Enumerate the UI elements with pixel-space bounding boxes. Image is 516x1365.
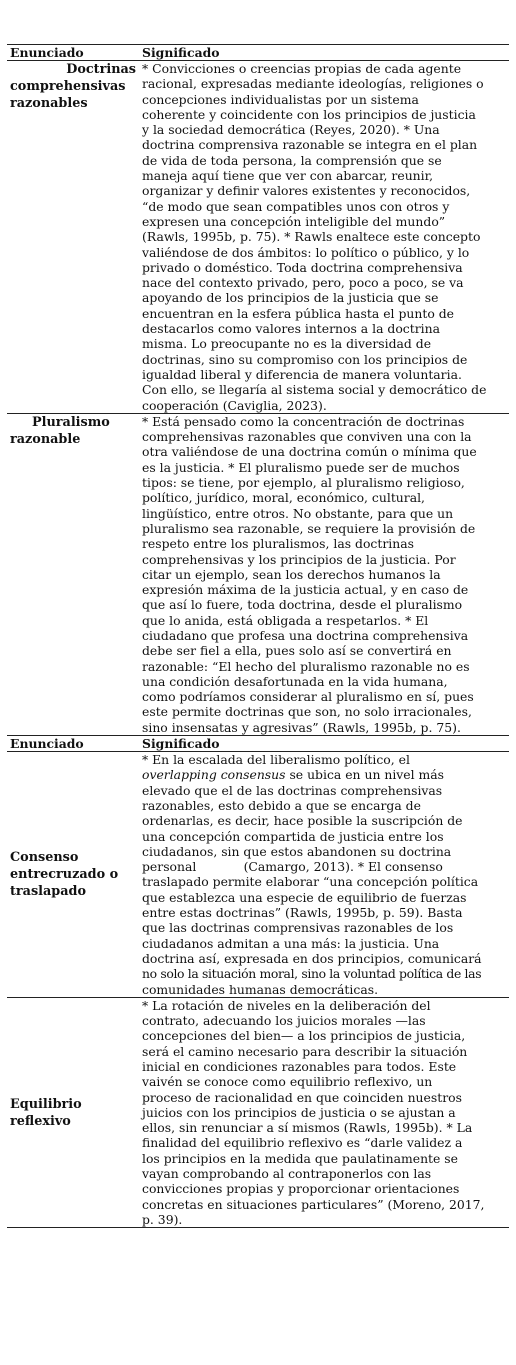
desc-line: de vida de toda persona, la comprensión que se — [142, 152, 442, 168]
desc-line: lingüístico, entre otros. No obstante, para que un — [142, 505, 454, 521]
desc-line: que las doctrinas comprensivas razonables de los — [142, 920, 454, 936]
desc-line: concepciones individualistas por un sistema — [142, 91, 419, 107]
desc-line: cooperación (Caviglia, 2023). — [142, 397, 327, 413]
desc-line: doctrina así, expresada en dos principios, comunicará — [142, 950, 482, 966]
desc-line: entre estas doctrinas” (Rawls, 1995b, p. 59). Basta — [142, 905, 463, 921]
desc-line: debe ser fiel a ella, pues solo así se convertirá en — [142, 643, 452, 659]
header-enunciado: Enunciado — [10, 45, 84, 60]
term-line: Doctrinas — [66, 62, 136, 77]
description-cell — [138, 61, 509, 413]
desc-line: coherente y coincidente con los principios de justicia — [142, 106, 476, 122]
desc-line: es la justicia. * El pluralismo puede ser de muchos — [142, 459, 460, 475]
desc-line-with-italic — [142, 767, 507, 782]
header-significado: Significado — [142, 736, 220, 752]
desc-line: organizar y definir valores existentes y reconocidos, — [142, 183, 471, 199]
desc-line: ordenarlas, es decir, hace posible la suscripción de — [142, 813, 463, 829]
desc-line: doctrina comprensiva razonable se integra en el plan — [142, 137, 478, 153]
desc-line: sino insensatas y agresivas” (Rawls, 1995b, p. 75). — [142, 719, 461, 735]
desc-line: * En la escalada del liberalismo político, el — [142, 752, 410, 768]
table-header-row — [7, 45, 509, 60]
table-header-row-repeat — [7, 736, 509, 751]
desc-line: concepciones del bien— a los principios de justicia, — [142, 1028, 466, 1044]
desc-line: político, jurídico, moral, económico, cultural, — [142, 490, 425, 506]
desc-line: valiéndose de dos ámbitos: lo político o público, y lo — [142, 244, 470, 260]
term-cell — [7, 998, 138, 1227]
desc-line: Con ello, se llegaría al sistema social y democrático de — [142, 382, 487, 398]
desc-line: pluralismo sea razonable, se requiere la provisión de — [142, 520, 476, 536]
desc-line: personal (Camargo, 2013). * El consenso — [142, 859, 443, 875]
desc-line: doctrinas, sino su compromiso con los principios de — [142, 351, 468, 367]
desc-line: citar un ejemplo, sean los derechos humanos la — [142, 566, 441, 582]
term-cell — [7, 61, 138, 413]
desc-line: privado o doméstico. Toda doctrina comprehensiva — [142, 259, 463, 275]
desc-line: ciudadanos admitan a una más: la justicia. Una — [142, 935, 440, 951]
desc-line: razonables, esto debido a que se encarga de — [142, 797, 421, 813]
desc-line: será el camino necesario para describir la situación — [142, 1043, 468, 1059]
desc-line: * Está pensado como la concentración de doctrinas — [142, 413, 465, 429]
desc-line: como podríamos considerar al pluralismo en sí, pues — [142, 689, 474, 705]
desc-line: comprehensivas razonables que conviven una con la — [142, 429, 472, 445]
desc-line: juicios con los principios de justicia o se ajustan a — [142, 1104, 456, 1120]
desc-line: concretas en situaciones particulares” (Moreno, 2017, — [142, 1196, 485, 1212]
desc-line: finalidad del equilibrio reflexivo es “darle validez a — [142, 1135, 463, 1151]
desc-line: apoyando de los principios de la justicia que se — [142, 290, 439, 306]
term-line: entrecruzado o — [10, 866, 119, 882]
desc-line: comprehensivas y los principios de la justicia. Por — [142, 551, 456, 567]
desc-line: y la sociedad democrática (Reyes, 2020). * Una — [142, 122, 440, 138]
desc-line: respeto entre los pluralismos, las doctrinas — [142, 536, 414, 552]
desc-line: contrato, adecuando los juicios morales —las — [142, 1013, 426, 1029]
desc-line: tipos: se tiene, por ejemplo, al pluralismo religioso, — [142, 475, 465, 491]
term-line: traslapado — [10, 883, 87, 899]
term-line: Consenso — [10, 849, 79, 865]
desc-fragment: se ubica en un nivel más — [285, 767, 445, 783]
table-row — [7, 752, 509, 997]
desc-line: * La rotación de niveles en la deliberación del — [142, 997, 431, 1013]
desc-line: una condición desafortunada en la vida humana, — [142, 673, 448, 689]
desc-line: comunidades humanas democráticas. — [142, 981, 379, 997]
term-line: razonables — [10, 96, 88, 111]
term-line: Pluralismo — [32, 414, 110, 430]
desc-line: ellos, sin renunciar a sí mismos (Rawls, 1995b). * La — [142, 1120, 473, 1136]
desc-line: nace del contexto privado, pero, poco a poco, se va — [142, 275, 464, 291]
desc-line: que establezca una especie de equilibrio de fuerzas — [142, 889, 467, 905]
table-row — [7, 61, 509, 413]
desc-line: proceso de racionalidad en que coinciden nuestros — [142, 1089, 462, 1105]
desc-line: razonable: “El hecho del pluralismo razonable no es — [142, 658, 470, 674]
term-cell — [7, 414, 138, 735]
description-cell — [138, 998, 509, 1227]
desc-line: racional, expresadas mediante ideologías, religiones o — [142, 76, 484, 92]
desc-line: igualdad liberal y diferencia de manera voluntaria. — [142, 366, 462, 382]
desc-line: encuentran en la esfera pública hasta el punto de — [142, 305, 454, 321]
desc-line: (Rawls, 1995b, p. 75). * Rawls enaltece este concepto — [142, 229, 481, 245]
desc-line: que así lo fuere, toda doctrina, desde el pluralismo — [142, 597, 463, 613]
desc-line: traslapado permite elaborar “una concepción política — [142, 874, 479, 890]
header-enunciado: Enunciado — [10, 736, 84, 752]
term-line: reflexivo — [10, 1113, 71, 1129]
header-significado: Significado — [142, 45, 220, 60]
desc-line: inicial en condiciones razonables para todos. Este — [142, 1059, 457, 1074]
desc-line: p. 39). — [142, 1211, 183, 1227]
desc-line: “de modo que sean compatibles unos con otros y — [142, 198, 450, 214]
desc-line: otra valiéndose de una doctrina común o mínima que — [142, 444, 477, 460]
table-row — [7, 414, 509, 735]
desc-line: expresión máxima de la justicia actual, y en caso de — [142, 582, 469, 598]
desc-line: destacarlos como valores internos a la doctrina — [142, 321, 440, 337]
term-line: razonable — [10, 431, 81, 447]
italic-term: overlapping consensus — [142, 767, 286, 783]
desc-line: elevado que el de las doctrinas comprehensivas — [142, 782, 443, 798]
term-cell — [7, 752, 138, 997]
desc-line: maneja aquí tiene que ver con abarcar, reunir, — [142, 168, 434, 184]
desc-line: convicciones propias y proporcionar orientaciones — [142, 1181, 460, 1197]
table-bottom-rule — [7, 1227, 509, 1228]
desc-line: vaivén se conoce como equilibrio reflexivo, un — [142, 1074, 433, 1090]
desc-line: que lo anida, está obligada a respetarlos. * El — [142, 612, 429, 628]
desc-line: vayan comprobando al contraponerlos con las — [142, 1166, 432, 1182]
definitions-table — [7, 44, 509, 1228]
desc-line: los principios en la medida que paulatinamente se — [142, 1150, 458, 1166]
table-row — [7, 998, 509, 1227]
desc-line: ciudadanos, sin que estos abandonen su doctrina — [142, 843, 452, 859]
term-line: comprehensivas — [10, 79, 126, 94]
desc-line: no solo la situación moral, sino la voluntad política de las — [142, 966, 482, 982]
description-cell — [138, 414, 509, 735]
desc-line: misma. Lo preocupante no es la diversidad de — [142, 336, 432, 352]
desc-line: una concepción compartida de justicia entre los — [142, 828, 444, 844]
desc-line: este permite doctrinas que son, no solo irracionales, — [142, 704, 472, 720]
description-cell — [138, 752, 509, 997]
desc-line: expresen una concepción inteligible del mundo” — [142, 213, 446, 229]
desc-line: * Convicciones o creencias propias de cada agente — [142, 61, 462, 76]
term-line: Equilibrio — [10, 1096, 82, 1112]
desc-line: ciudadano que profesa una doctrina comprehensiva — [142, 627, 469, 643]
